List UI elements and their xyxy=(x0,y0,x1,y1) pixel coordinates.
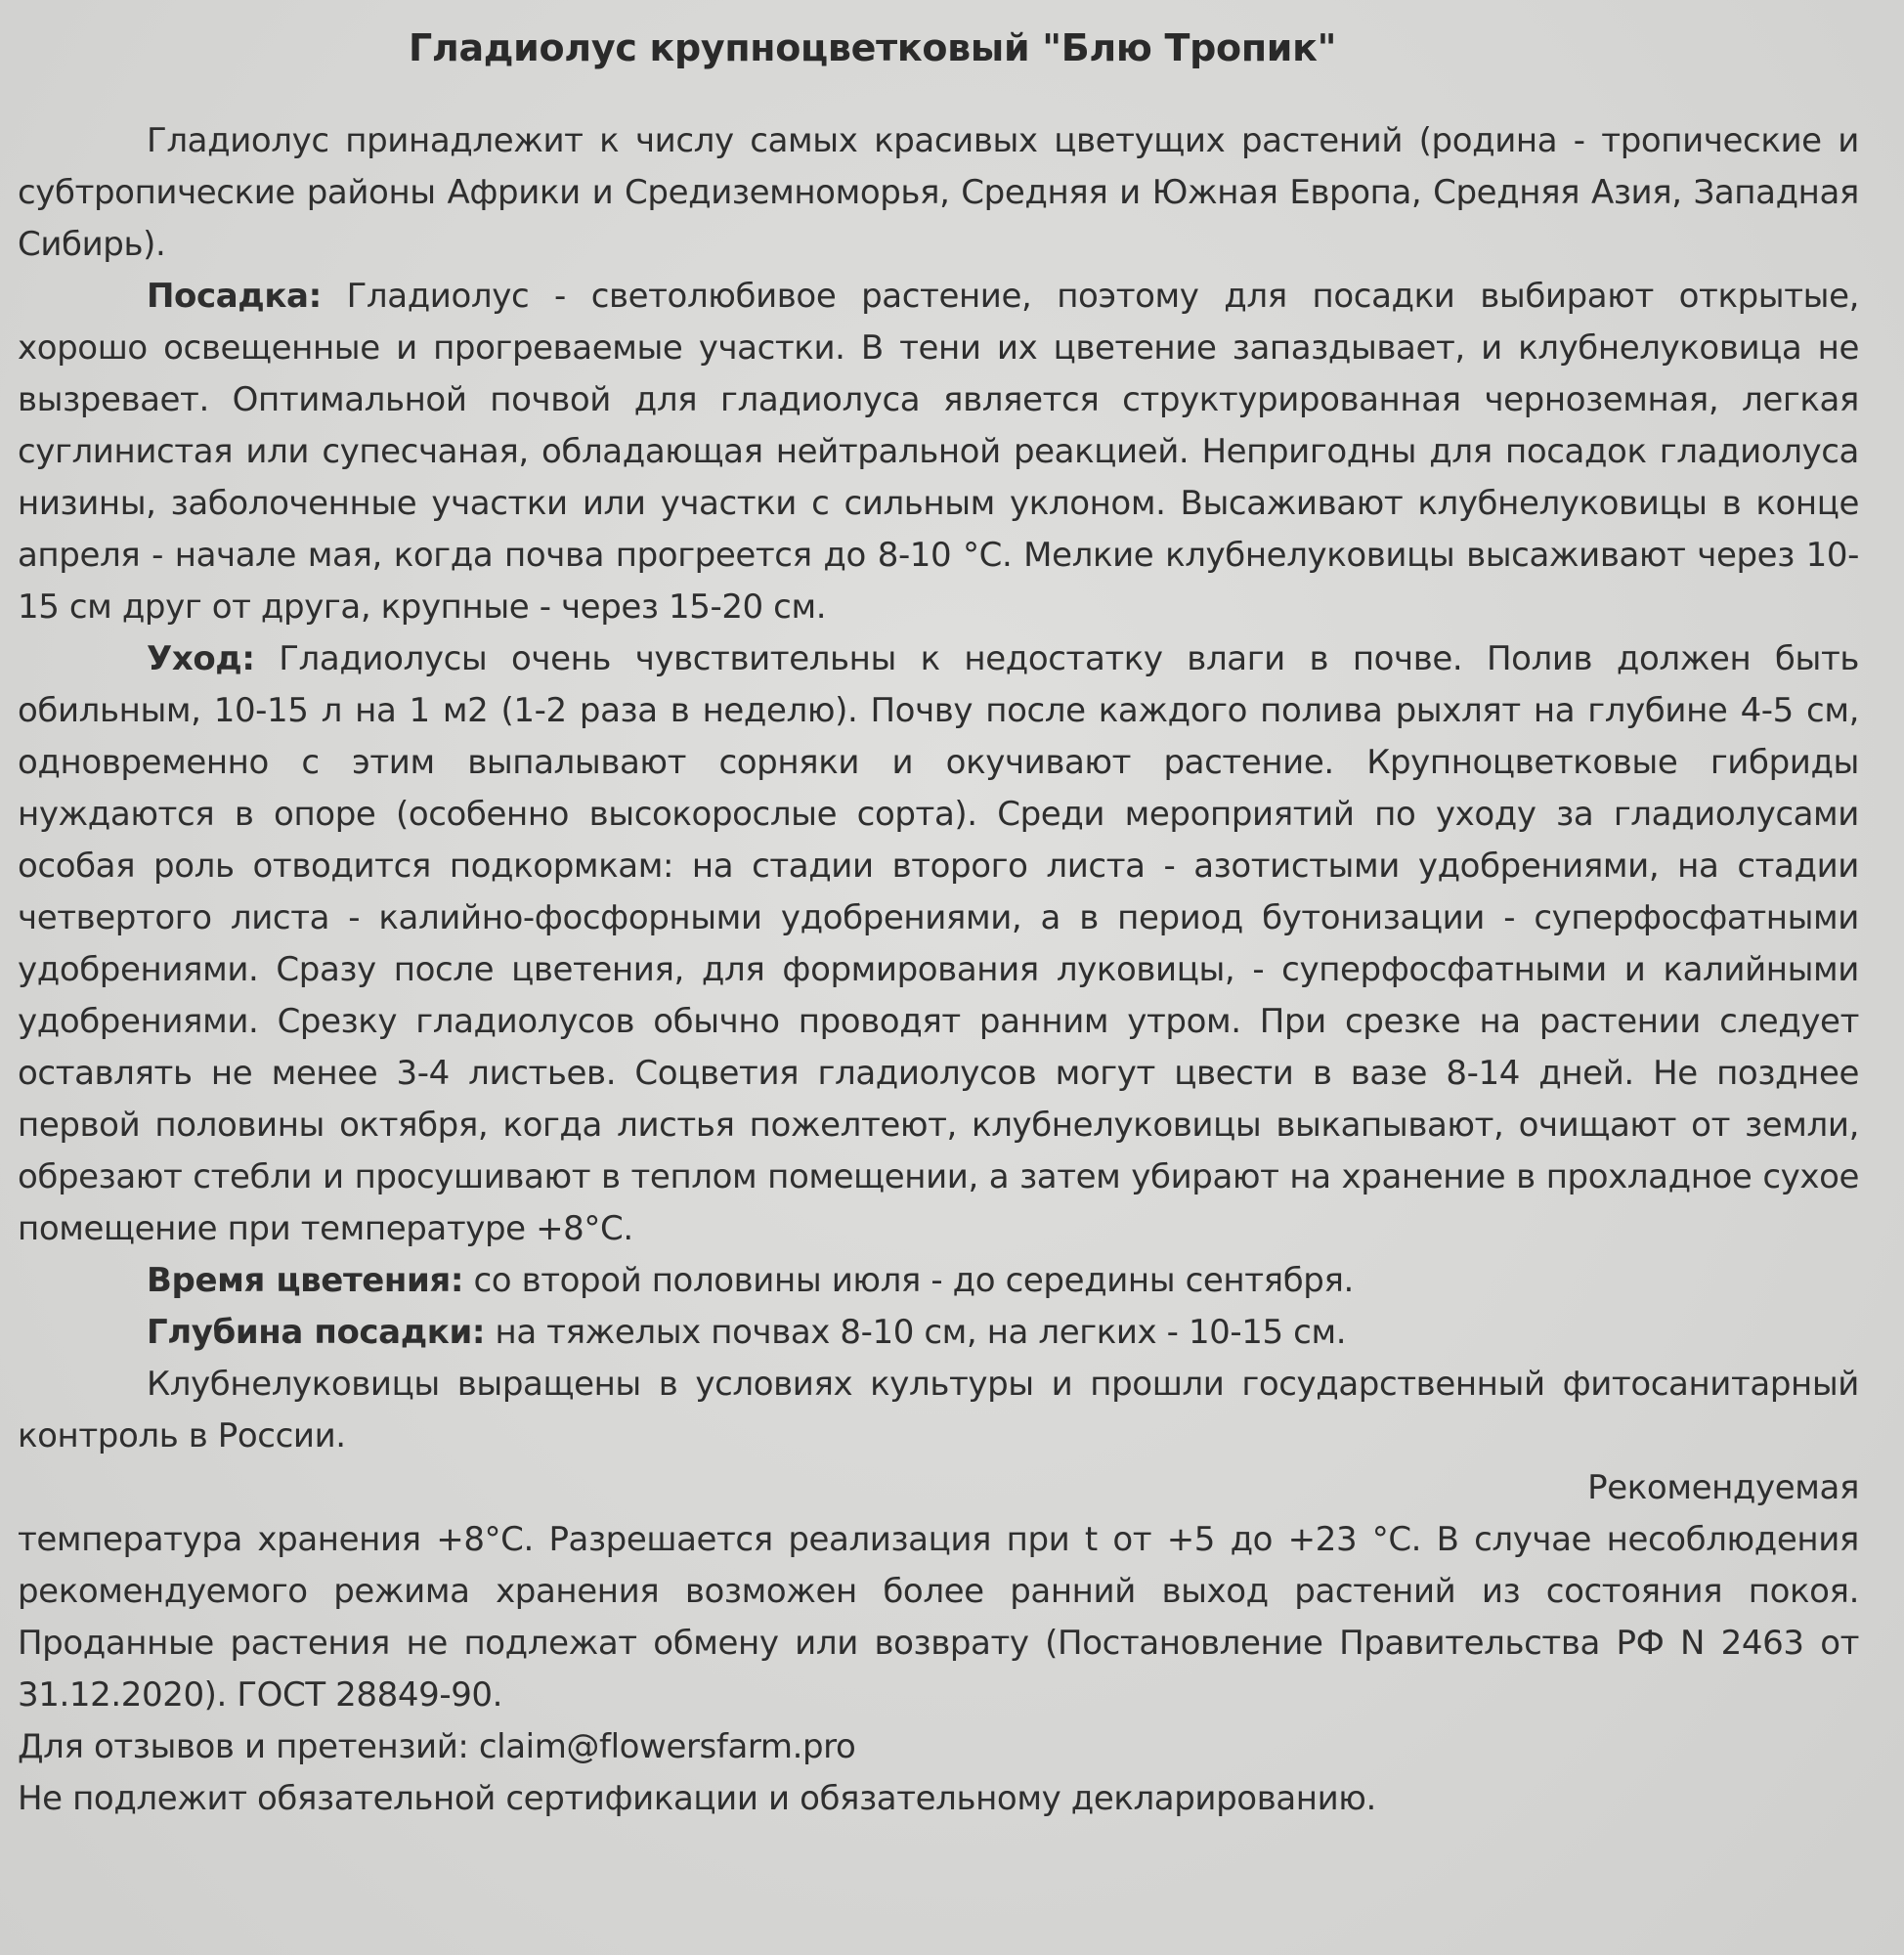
bloom-label: Время цветения: xyxy=(147,1261,464,1300)
depth-paragraph xyxy=(18,1307,1859,1359)
bloom-paragraph xyxy=(18,1255,1859,1307)
intro-paragraph: Гладиолус принадлежит к числу самых красивых цветущих растений (родина - тропические и субтропические районы Африки и Средиземноморья, Средняя и Южная Европа, Средняя Азия, Западная Сибирь). xyxy=(18,121,1859,264)
page-title: Гладиолус крупноцветковый "Блю Тропик" xyxy=(409,26,1337,69)
care-label: Уход: xyxy=(147,639,255,678)
care-text: Гладиолусы очень чувствительны к недостатку влаги в почве. Полив должен быть обильным, 10-15 л на 1 м2 (1-2 раза в неделю). Почву после каждого полива рыхлят на глубине 4-5 см, одновременно с этим выпалывают сорняки и окучивают растение. Крупноцветковые гибриды нуждаются в опоре (особенно высокорослые сорта). Среди мероприятий по уходу за гладиолусами особая роль отводится подкормкам: на стадии второго листа - азотистыми удобрениями, на стадии четвертого листа - калийно-фосфорными удобрениями, а в период бутонизации - суперфосфатными удобрениями. Сразу после цветения, для формирования луковицы, - суперфосфатными и калийными удобрениями. Срезку гладиолусов обычно проводят ранним утром. При срезке на растении следует оставлять не менее 3-4 листьев. Соцветия гладиолусов могут цвести в вазе 8-14 дней. Не позднее первой половины октября, когда листья пожелтеют, клубнелуковицы выкапывают, очищают от земли, обрезают стебли и просушивают в теплом помещении, а затем убирают на хранение в прохладное сухое помещение при температуре +8°С. xyxy=(18,639,1859,1248)
planting-paragraph xyxy=(18,271,1859,633)
storage-paragraph: температура хранения +8°С. Разрешается реализация при t от +5 до +23 °С. В случае несоблюдения рекомендуемого режима хранения возможен более ранний выход растений из состояния покоя. Проданные растения не подлежат обмену или возврату (Постановление Правительства РФ N 2463 от 31.12.2020). ГОСТ 28849-90. xyxy=(18,1520,1859,1715)
certification-paragraph: Клубнелуковицы выращены в условиях культуры и прошли государственный фитосанитарный контроль в России. xyxy=(18,1365,1859,1455)
storage-heading: Рекомендуемая xyxy=(1587,1468,1859,1507)
contact-line: Для отзывов и претензий: claim@flowersfarm.pro xyxy=(18,1727,856,1766)
body-text xyxy=(18,115,1859,1825)
care-paragraph xyxy=(18,633,1859,1255)
bloom-text: со второй половины июля - до середины сентября. xyxy=(463,1261,1354,1300)
disclaimer-line: Не подлежит обязательной сертификации и обязательному декларированию. xyxy=(18,1779,1376,1818)
depth-text: на тяжелых почвах 8-10 см, на легких - 10-15 см. xyxy=(485,1313,1347,1352)
planting-label: Посадка: xyxy=(147,277,322,316)
planting-text: Гладиолус - светолюбивое растение, поэтому для посадки выбирают открытые, хорошо освещенные и прогреваемые участки. В тени их цветение запаздывает, и клубнелуковица не вызревает. Оптимальной почвой для гладиолуса является структурированная черноземная, легкая суглинистая или супесчаная, обладающая нейтральной реакцией. Непригодны для посадок гладиолуса низины, заболоченные участки или участки с сильным уклоном. Высаживают клубнелуковицы в конце апреля - начале мая, когда почва прогреется до 8-10 °С. Мелкие клубнелуковицы высаживают через 10-15 см друг от друга, крупные - через 15-20 см. xyxy=(18,277,1859,627)
depth-label: Глубина посадки: xyxy=(147,1313,486,1352)
